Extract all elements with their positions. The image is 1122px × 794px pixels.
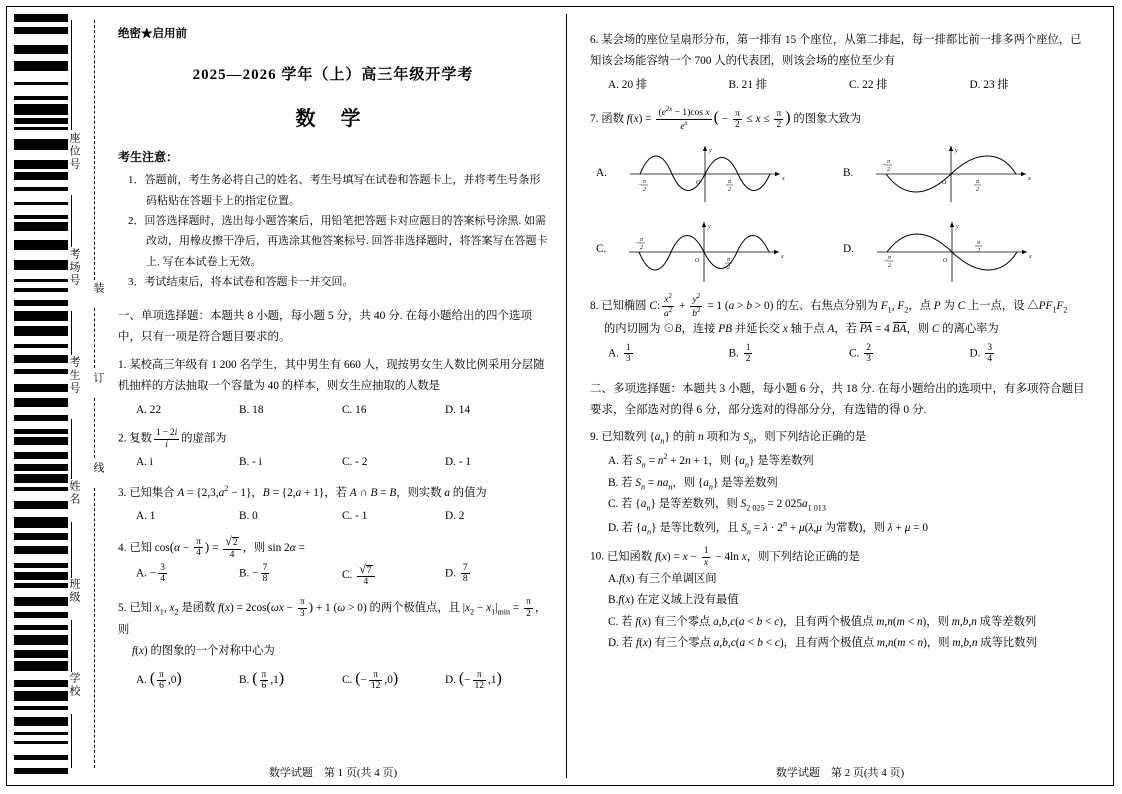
svg-text:2: 2 [976, 186, 980, 193]
notice-item: 2．回答选择题时，选出每小题答案后，用铅笔把答题卡对应题目的答案标号涂黑. 如需改动，用橡皮擦干净后，再选涂其他答案标号. 回答非选择题时，将答案写在答题卡上. 写在本试卷上无效。 [128, 215, 548, 268]
figure-label-a: A. [596, 167, 607, 180]
option-a[interactable]: A. i [136, 456, 153, 469]
figure-option-a-cell [596, 140, 843, 208]
option-a[interactable]: A. 22 [136, 403, 162, 416]
section-2-heading: 二、多项选择题：本题共 3 小题，每小题 6 分，共 18 分. 在每小题给出的选项中，有多项符合题目要求，全部选对的得 6 分，部分选对的得部分分，有选错的得 0 分. [590, 383, 1085, 416]
svg-text:y: y [708, 147, 712, 154]
figure-option-d-cell [843, 214, 1090, 286]
option-b[interactable]: B. − $\frac{7}{8}$ [239, 562, 268, 585]
option-c[interactable]: C. - 2 [342, 456, 368, 469]
question-3-number: 3. [118, 486, 127, 499]
question-4-text: 已知 cos(α − $\frac{\pi}{4}$ ) = $\frac{√2}{4}$ ，则 sin 2α = [129, 534, 305, 560]
option-d[interactable]: D. (− $\frac{\pi}{12}$ ,1) [445, 669, 502, 692]
question-5-text: 已知 $x_1$, $x_2$ 是函数 f(x) = 2cos(ωx − $\frac{\pi}{3}$ ) + 1 (ω > 0) 的两个极值点，且 $|x_2 - x_1|_{min}$ = $\frac{\pi}{2}$ ，则 [118, 597, 547, 636]
question-5 [118, 595, 548, 695]
question-8-text: 已知椭圆 C: $\frac{x^2}{a^2}$ + $\frac{y^2}{b^2}$ = 1 (a > b > 0) 的左、右焦点分别为 $F_1$, $F_2$，点 P 为 C 上一点，设 $\triangle PF_1F_2$ [601, 292, 1068, 319]
question-7-figures-row-1 [596, 140, 1090, 208]
label-examinee-number: 考生号 [68, 356, 80, 395]
label-room-number: 考场号 [68, 248, 80, 287]
svg-text:π: π [976, 178, 980, 185]
question-2-options [136, 452, 548, 473]
option-b[interactable]: B. 若 $S_n = na_n$，则 $\{a_n\}$ 是等差数列 [608, 476, 778, 491]
question-3 [118, 481, 548, 528]
label-name: 姓名 [68, 480, 80, 506]
question-2-number: 2. [118, 432, 127, 445]
fraction-1-2i-over-i: $\frac{1 - 2i}{i}$ [155, 428, 178, 450]
option-a[interactable]: A. 20 排 [608, 78, 648, 91]
option-b[interactable]: B. 21 排 [728, 78, 768, 91]
question-2 [118, 428, 548, 474]
seal-text-3: 线 [92, 462, 104, 473]
question-7-figures-row-2 [596, 214, 1090, 286]
option-c[interactable]: C. 若 $\{a_n\}$ 是等差数列，则 $S_{2 025} = 2$ $025a_{1 013}$ [608, 498, 826, 513]
graph-option-b [856, 140, 1046, 208]
subject-title: 数 学 [295, 108, 371, 131]
left-page-footer: 数学试题 第 1 页(共 4 页) [268, 767, 398, 779]
option-c[interactable]: C. $\frac{2}{3}$ [849, 342, 871, 365]
svg-text:y: y [708, 223, 712, 230]
svg-text:O: O [942, 257, 948, 264]
graph-option-a [610, 140, 800, 208]
option-a[interactable]: A. ( $\frac{\pi}{6}$ ,0) [136, 669, 182, 692]
question-1 [118, 355, 548, 421]
svg-text:2: 2 [976, 247, 980, 254]
svg-text:x: x [781, 175, 785, 182]
section-1-heading: 一、单项选择题：本题共 8 小题，每小题 5 分，共 40 分. 在每小题给出的四个选项中，只有一项是符合题目要求的。 [118, 310, 532, 344]
option-d[interactable]: D. $\frac{3}{4}$ [969, 342, 993, 365]
question-6-number: 6. [590, 34, 599, 46]
question-8 [590, 293, 1090, 365]
option-b[interactable]: B.f(x) 在定义域上没有最值 [608, 594, 739, 607]
option-c[interactable]: C. - 1 [342, 510, 368, 523]
option-b[interactable]: B. 0 [239, 510, 258, 523]
figure-label-b: B. [843, 167, 854, 180]
option-a[interactable]: A. 若 $S_n = n^2 + 2n + 1$，则 $\{a_n\}$ 是等差数列 [608, 452, 814, 470]
svg-text:−: − [882, 257, 888, 264]
question-4 [118, 535, 548, 588]
svg-text:π: π [887, 158, 891, 165]
question-2-text-post: 的虚部为 [181, 432, 227, 445]
right-page-footer: 数学试题 第 2 页(共 4 页) [775, 767, 905, 779]
graph-option-d [857, 214, 1047, 286]
option-b[interactable]: B. - i [239, 456, 262, 469]
svg-text:O: O [695, 179, 701, 186]
svg-text:π: π [640, 236, 644, 243]
question-6 [590, 30, 1090, 96]
seal-text-1: 装 [92, 282, 104, 293]
seal-line-column [84, 20, 106, 768]
question-9-text: 已知数列 $\{a_n\}$ 的前 n 项和为 $S_n$，则下列结论正确的是 [601, 431, 867, 446]
question-4-options [136, 563, 548, 588]
sidebar-student-info-labels [60, 20, 84, 768]
option-a[interactable]: A. $\frac{1}{3}$ [608, 342, 631, 365]
notice-item: 3．考试结束后，将本试卷和答题卡一并交回。 [128, 276, 354, 289]
seal-text-2: 订 [92, 372, 104, 383]
question-9 [590, 427, 1090, 539]
svg-text:y: y [955, 147, 959, 154]
question-4-number: 4. [118, 541, 127, 554]
option-d[interactable]: D. $\frac{7}{8}$ [445, 562, 468, 585]
svg-text:−: − [637, 181, 643, 188]
question-3-text: 已知集合 $A = \{2,3,a^2 - 1\}$，B = {2,a + 1}，若 A ∩ B = B，则实数 a 的值为 [129, 483, 487, 499]
svg-text:x: x [1028, 253, 1032, 260]
svg-text:π: π [727, 178, 731, 185]
option-c[interactable]: C. $\frac{√7}{4}$ [342, 563, 445, 588]
notice-heading: 考生注意： [118, 150, 179, 165]
option-a[interactable]: A. − $\frac{3}{4}$ [136, 562, 165, 585]
graph-option-c [609, 214, 799, 286]
svg-text:π: π [727, 256, 731, 263]
right-page-column [590, 18, 1090, 758]
exam-title: 2025—2026 学年（上）高三年级开学考 [192, 67, 474, 84]
question-7 [590, 103, 1090, 285]
question-1-options [136, 400, 548, 421]
left-page-column [118, 18, 548, 758]
svg-text:π: π [642, 178, 646, 185]
option-b[interactable]: B. $\frac{1}{2}$ [728, 342, 751, 365]
svg-text:−: − [882, 161, 887, 168]
figure-label-c: C. [596, 243, 607, 256]
svg-text:O: O [695, 257, 700, 264]
question-1-text: 某校高三年级有 1 200 名学生，其中男生有 660 人，现按男女生人数比例采用分层随机抽样的方法抽取一个容量为 40 的样本，则女生应抽取的人数是 [118, 358, 545, 393]
svg-text:−: − [635, 239, 640, 246]
question-6-text: 某会场的座位呈扇形分布，第一排有 15 个座位，从第二排起，每一排都比前一排多两个座位，已知该会场能容纳一个 700 人的代表团，则该会场的座位至少有 [590, 34, 1082, 68]
svg-text:x: x [1028, 175, 1032, 182]
option-c[interactable]: C. (− $\frac{\pi}{12}$ ,0) [342, 669, 399, 692]
label-seat-number: 座位号 [68, 132, 80, 171]
svg-text:π: π [887, 254, 891, 261]
option-c[interactable]: C. 16 [342, 403, 367, 416]
svg-text:2: 2 [727, 186, 731, 193]
question-10 [590, 546, 1090, 654]
question-1-number: 1. [118, 358, 127, 371]
label-class: 班级 [68, 578, 80, 604]
question-9-number: 9. [590, 431, 599, 444]
option-d[interactable]: D. 2 [445, 510, 465, 523]
figure-option-b-cell [843, 140, 1090, 208]
option-c[interactable]: C. 22 排 [849, 78, 888, 91]
option-d[interactable]: D. 23 排 [969, 78, 1009, 91]
figure-option-c-cell [596, 214, 843, 286]
svg-text:O: O [942, 179, 947, 186]
column-divider [566, 14, 567, 778]
question-7-number: 7. [590, 113, 599, 126]
question-2-text-pre: 复数 [129, 432, 152, 445]
question-8-number: 8. [590, 299, 599, 312]
figure-label-d: D. [843, 243, 854, 256]
question-8-options [608, 343, 1090, 365]
option-c[interactable]: C. 若 f(x) 有三个零点 a,b,c(a < b < c)，且有两个极值点 m,n(m < n)，则 m,b,n 成等差数列 [608, 615, 1037, 628]
option-b[interactable]: B. 18 [239, 403, 264, 416]
svg-text:2: 2 [640, 244, 644, 251]
question-3-options [136, 506, 548, 527]
question-6-options [608, 75, 1090, 96]
option-d[interactable]: D. - 1 [445, 456, 472, 469]
svg-text:y: y [955, 223, 959, 230]
question-10-text: 已知函数 f(x) = x − $\frac{1}{x}$ − 4ln x，则下列结论正确的是 [606, 546, 860, 569]
svg-text:2: 2 [887, 166, 891, 173]
label-school: 学校 [68, 672, 80, 698]
svg-text:2: 2 [642, 186, 646, 193]
question-8-text-line2: 的内切圆为 ⊙B，连接 PB 并延长交 x 轴于点 A，若 PA = 4 BA，则 C 的离心率为 [604, 323, 999, 336]
question-5-number: 5. [118, 601, 127, 614]
question-5-options [136, 664, 548, 694]
svg-text:x: x [781, 253, 785, 260]
top-secret-label: 绝密★启用前 [118, 28, 187, 40]
svg-text:π: π [976, 239, 980, 246]
option-d[interactable]: D. 若 $\{a_n\}$ 是等比数列，且 $S_n = \lambda \cdot 2^n + \mu(\lambda,\mu$ 为常数)，则 λ + μ = 0 [608, 518, 929, 536]
question-10-number: 10. [590, 551, 605, 564]
question-7-text: 函数 f(x) = $\frac{(e^{2x} - 1)\cos x}{e^x}$ ( − $\frac{\pi}{2}$ ≤ x ≤ $\frac{\pi}{2}$ ) 的图象大致为 [601, 106, 862, 133]
question-5-text-line2: f(x) 的图象的一个对称中心为 [132, 644, 275, 657]
option-d[interactable]: D. 14 [445, 403, 471, 416]
option-d[interactable]: D. 若 f(x) 有三个零点 a,b,c(a < b < c)，且有两个极值点 m,n(m < n)，则 m,b,n 成等比数列 [608, 637, 1037, 650]
svg-text:2: 2 [887, 262, 891, 269]
option-b[interactable]: B. ( $\frac{\pi}{6}$ ,1) [239, 669, 285, 692]
option-a[interactable]: A. 1 [136, 510, 156, 523]
option-a[interactable]: A.f(x) 有三个单调区间 [608, 572, 717, 585]
svg-text:2: 2 [727, 264, 731, 271]
notice-item: 1．答题前，考生务必将自己的姓名、考生号填写在试卷和答题卡上，并将考生号条形码粘贴在答题卡上的指定位置。 [128, 174, 541, 207]
